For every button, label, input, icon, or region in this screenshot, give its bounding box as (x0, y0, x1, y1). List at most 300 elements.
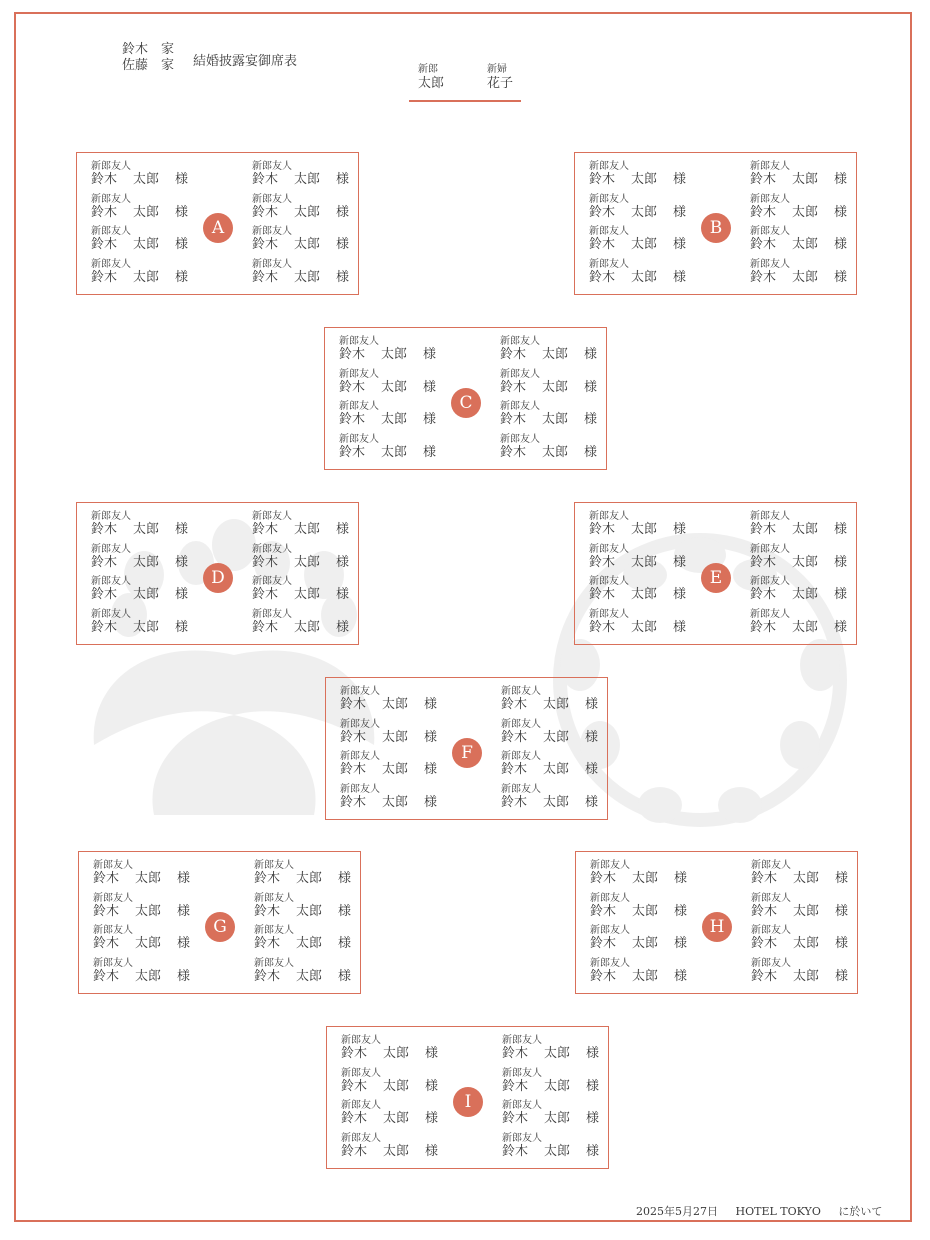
guest-name (750, 237, 860, 252)
guest-relation: 新郎友人 (589, 543, 629, 555)
table-label-badge: D (203, 563, 233, 593)
guest-given-name: 太郎 (631, 172, 658, 187)
guest-entry (751, 925, 861, 958)
bride-name: 花子 (487, 76, 514, 91)
guest-honorific: 様 (673, 237, 687, 252)
guest-given-name: 太郎 (792, 269, 819, 285)
guest-relation: 新郎友人 (750, 161, 790, 172)
guest-honorific: 様 (424, 762, 438, 777)
guest-entry (91, 511, 201, 544)
guest-name (750, 522, 860, 537)
guest-honorific: 様 (425, 1111, 439, 1126)
guest-honorific: 様 (834, 204, 848, 220)
guest-column-left (91, 161, 201, 291)
guest-column-right (252, 161, 362, 291)
guest-name (340, 795, 450, 810)
guest-name (93, 871, 203, 886)
guest-relation: 新郎友人 (500, 336, 540, 347)
guest-honorific: 様 (175, 237, 189, 252)
table-label-badge: F (452, 738, 482, 768)
guest-relation: 新郎友人 (254, 957, 294, 969)
guest-name (751, 904, 861, 919)
guest-surname: 鈴木 (254, 871, 281, 886)
guest-relation: 新郎友人 (590, 860, 630, 871)
guest-relation: 新郎友人 (590, 925, 630, 936)
guest-honorific: 様 (175, 269, 189, 285)
guest-surname: 鈴木 (501, 762, 528, 777)
guest-relation: 新郎友人 (91, 576, 131, 587)
guest-surname: 鈴木 (501, 697, 528, 712)
guest-entry (341, 1035, 451, 1068)
guest-given-name: 太郎 (296, 936, 323, 951)
guest-relation: 新郎友人 (500, 433, 540, 445)
guest-name (501, 730, 611, 745)
guest-entry (91, 544, 201, 577)
guest-entry (341, 1100, 451, 1133)
guest-name (93, 936, 203, 951)
guest-given-name: 太郎 (294, 269, 321, 285)
guest-honorific: 様 (835, 968, 849, 984)
guest-honorific: 様 (673, 587, 687, 602)
guest-entry (252, 259, 362, 292)
guest-name (590, 936, 700, 951)
guest-surname: 鈴木 (339, 379, 366, 395)
guest-column-left (340, 686, 450, 816)
guest-surname: 鈴木 (252, 587, 279, 602)
guest-surname: 鈴木 (340, 794, 367, 810)
guest-name (252, 172, 362, 187)
guest-relation: 新郎友人 (252, 193, 292, 205)
guest-relation: 新郎友人 (254, 925, 294, 936)
guest-entry (589, 576, 699, 609)
guest-name (93, 969, 203, 984)
guest-name (500, 347, 610, 362)
guest-entry (500, 369, 610, 402)
guest-honorific: 様 (835, 871, 849, 886)
guest-given-name: 太郎 (632, 936, 659, 951)
guest-honorific: 様 (673, 522, 687, 537)
guest-honorific: 様 (835, 936, 849, 951)
guest-surname: 鈴木 (502, 1143, 529, 1159)
guest-honorific: 様 (338, 968, 352, 984)
guest-relation: 新郎友人 (590, 892, 630, 904)
guest-relation: 新郎友人 (501, 686, 541, 697)
guest-relation: 新郎友人 (254, 892, 294, 904)
guest-surname: 鈴木 (93, 903, 120, 919)
guest-surname: 鈴木 (751, 936, 778, 951)
guest-given-name: 太郎 (631, 204, 658, 220)
guest-relation: 新郎友人 (751, 892, 791, 904)
guest-surname: 鈴木 (500, 444, 527, 460)
guest-name (252, 522, 362, 537)
guest-honorific: 様 (338, 936, 352, 951)
guest-surname: 鈴木 (501, 794, 528, 810)
guest-honorific: 様 (175, 172, 189, 187)
guest-entry (339, 401, 449, 434)
guest-name (750, 555, 860, 570)
guest-surname: 鈴木 (252, 554, 279, 570)
guest-given-name: 太郎 (296, 968, 323, 984)
guest-honorific: 様 (584, 444, 598, 460)
guest-honorific: 様 (177, 968, 191, 984)
guest-relation: 新郎友人 (500, 368, 540, 380)
guest-given-name: 太郎 (381, 379, 408, 395)
guest-name (500, 380, 610, 395)
guest-entry (254, 893, 364, 926)
guest-given-name: 太郎 (793, 871, 820, 886)
table-c (324, 327, 607, 470)
guest-name (590, 969, 700, 984)
guest-honorific: 様 (423, 412, 437, 427)
guest-entry (254, 925, 364, 958)
guest-relation: 新郎友人 (589, 608, 629, 620)
guest-entry (589, 194, 699, 227)
guest-name (252, 237, 362, 252)
guest-honorific: 様 (834, 269, 848, 285)
guest-entry (502, 1100, 612, 1133)
guest-relation: 新郎友人 (254, 860, 294, 871)
guest-honorific: 様 (834, 619, 848, 635)
guest-entry (93, 958, 203, 991)
guest-given-name: 太郎 (542, 444, 569, 460)
guest-honorific: 様 (674, 936, 688, 951)
guest-relation: 新郎友人 (502, 1035, 542, 1046)
guest-honorific: 様 (585, 794, 599, 810)
groom-name: 太郎 (418, 76, 445, 91)
guest-relation: 新郎友人 (589, 161, 629, 172)
guest-relation: 新郎友人 (590, 957, 630, 969)
guest-surname: 鈴木 (91, 619, 118, 635)
guest-name (339, 445, 449, 460)
guest-honorific: 様 (424, 729, 438, 745)
guest-honorific: 様 (175, 522, 189, 537)
guest-honorific: 様 (424, 697, 438, 712)
guest-entry (254, 860, 364, 893)
guest-name (91, 555, 201, 570)
guest-relation: 新郎友人 (589, 226, 629, 237)
guest-given-name: 太郎 (381, 347, 408, 362)
guest-honorific: 様 (834, 172, 848, 187)
guest-surname: 鈴木 (589, 172, 616, 187)
guest-surname: 鈴木 (341, 1143, 368, 1159)
guest-honorific: 様 (835, 903, 849, 919)
guest-honorific: 様 (584, 347, 598, 362)
guest-relation: 新郎友人 (91, 161, 131, 172)
guest-honorific: 様 (586, 1046, 600, 1061)
guest-name (91, 237, 201, 252)
guest-given-name: 太郎 (632, 871, 659, 886)
guest-entry (751, 860, 861, 893)
guest-entry (340, 784, 450, 817)
guest-surname: 鈴木 (590, 871, 617, 886)
table-label-badge: A (203, 213, 233, 243)
guest-name (502, 1079, 612, 1094)
guest-given-name: 太郎 (793, 968, 820, 984)
guest-given-name: 太郎 (133, 522, 160, 537)
guest-column-right (750, 511, 860, 641)
table-label-badge: I (453, 1087, 483, 1117)
family-name-groom-side: 鈴木 家 (122, 42, 175, 57)
guest-name (589, 555, 699, 570)
guest-name (91, 205, 201, 220)
table-a (76, 152, 359, 295)
guest-name (91, 587, 201, 602)
guest-given-name: 太郎 (382, 794, 409, 810)
guest-relation: 新郎友人 (500, 401, 540, 412)
guest-surname: 鈴木 (254, 903, 281, 919)
guest-name (501, 762, 611, 777)
guest-surname: 鈴木 (91, 237, 118, 252)
guest-honorific: 様 (336, 554, 350, 570)
guest-surname: 鈴木 (341, 1078, 368, 1094)
guest-column-right (502, 1035, 612, 1165)
guest-name (750, 172, 860, 187)
guest-surname: 鈴木 (502, 1078, 529, 1094)
guest-surname: 鈴木 (341, 1046, 368, 1061)
guest-name (254, 969, 364, 984)
guest-given-name: 太郎 (294, 237, 321, 252)
guest-name (589, 270, 699, 285)
guest-name (502, 1046, 612, 1061)
guest-given-name: 太郎 (632, 903, 659, 919)
bride-block (487, 64, 513, 91)
table-label-badge: H (702, 912, 732, 942)
guest-name (750, 205, 860, 220)
guest-name (339, 380, 449, 395)
guest-surname: 鈴木 (91, 522, 118, 537)
guest-surname: 鈴木 (590, 936, 617, 951)
guest-entry (750, 609, 860, 642)
guest-name (341, 1144, 451, 1159)
guest-entry (340, 719, 450, 752)
guest-surname: 鈴木 (340, 762, 367, 777)
guest-entry (91, 609, 201, 642)
guest-honorific: 様 (674, 968, 688, 984)
table-i (326, 1026, 609, 1169)
guest-name (502, 1144, 612, 1159)
guest-honorific: 様 (673, 269, 687, 285)
guest-relation: 新郎友人 (340, 686, 380, 697)
guest-surname: 鈴木 (93, 968, 120, 984)
guest-entry (502, 1068, 612, 1101)
guest-column-left (341, 1035, 451, 1165)
guest-entry (339, 434, 449, 467)
guest-name (589, 237, 699, 252)
guest-surname: 鈴木 (91, 554, 118, 570)
guest-surname: 鈴木 (751, 968, 778, 984)
guest-name (252, 555, 362, 570)
guest-given-name: 太郎 (544, 1078, 571, 1094)
guest-column-left (590, 860, 700, 990)
guest-surname: 鈴木 (339, 444, 366, 460)
guest-name (93, 904, 203, 919)
guest-honorific: 様 (175, 204, 189, 220)
guest-name (254, 904, 364, 919)
guest-name (91, 522, 201, 537)
guest-given-name: 太郎 (792, 204, 819, 220)
guest-honorific: 様 (177, 936, 191, 951)
guest-relation: 新郎友人 (339, 368, 379, 380)
guest-relation: 新郎友人 (252, 161, 292, 172)
guest-relation: 新郎友人 (502, 1100, 542, 1111)
guest-name (340, 697, 450, 712)
guest-entry (750, 161, 860, 194)
guest-relation: 新郎友人 (91, 226, 131, 237)
guest-surname: 鈴木 (750, 554, 777, 570)
guest-surname: 鈴木 (340, 697, 367, 712)
guest-relation: 新郎友人 (751, 860, 791, 871)
guest-relation: 新郎友人 (339, 433, 379, 445)
family-names (122, 42, 174, 74)
guest-given-name: 太郎 (381, 412, 408, 427)
guest-entry (254, 958, 364, 991)
guest-relation: 新郎友人 (341, 1035, 381, 1046)
guest-honorific: 様 (424, 794, 438, 810)
guest-surname: 鈴木 (254, 936, 281, 951)
guest-relation: 新郎友人 (340, 718, 380, 730)
guest-entry (750, 194, 860, 227)
guest-given-name: 太郎 (631, 619, 658, 635)
guest-name (91, 270, 201, 285)
guest-entry (750, 576, 860, 609)
guest-relation: 新郎友人 (91, 608, 131, 620)
guest-given-name: 太郎 (792, 554, 819, 570)
guest-surname: 鈴木 (750, 269, 777, 285)
guest-surname: 鈴木 (501, 729, 528, 745)
guest-given-name: 太郎 (792, 522, 819, 537)
guest-entry (502, 1133, 612, 1166)
guest-relation: 新郎友人 (589, 258, 629, 270)
guest-honorific: 様 (674, 903, 688, 919)
guest-given-name: 太郎 (382, 697, 409, 712)
guest-column-left (339, 336, 449, 466)
guest-given-name: 太郎 (631, 237, 658, 252)
guest-surname: 鈴木 (589, 619, 616, 635)
guest-entry (589, 511, 699, 544)
guest-relation: 新郎友人 (501, 751, 541, 762)
bride-role: 新婦 (487, 64, 507, 75)
guest-column-left (589, 511, 699, 641)
guest-given-name: 太郎 (544, 1046, 571, 1061)
guest-entry (589, 226, 699, 259)
guest-given-name: 太郎 (543, 762, 570, 777)
guest-surname: 鈴木 (751, 871, 778, 886)
guest-name (252, 620, 362, 635)
guest-given-name: 太郎 (792, 237, 819, 252)
guest-name (501, 795, 611, 810)
table-label-badge: G (205, 912, 235, 942)
guest-honorific: 様 (673, 172, 687, 187)
guest-honorific: 様 (585, 762, 599, 777)
guest-relation: 新郎友人 (750, 258, 790, 270)
guest-surname: 鈴木 (500, 347, 527, 362)
guest-given-name: 太郎 (543, 697, 570, 712)
guest-surname: 鈴木 (254, 968, 281, 984)
guest-relation: 新郎友人 (589, 193, 629, 205)
guest-relation: 新郎友人 (341, 1132, 381, 1144)
guest-name (589, 620, 699, 635)
guest-given-name: 太郎 (542, 412, 569, 427)
guest-relation: 新郎友人 (252, 608, 292, 620)
guest-relation: 新郎友人 (339, 401, 379, 412)
guest-given-name: 太郎 (543, 794, 570, 810)
guest-relation: 新郎友人 (589, 576, 629, 587)
guest-relation: 新郎友人 (93, 957, 133, 969)
guest-given-name: 太郎 (294, 172, 321, 187)
guest-surname: 鈴木 (252, 204, 279, 220)
guest-given-name: 太郎 (294, 554, 321, 570)
guest-name (500, 412, 610, 427)
guest-given-name: 太郎 (296, 871, 323, 886)
guest-given-name: 太郎 (133, 269, 160, 285)
guest-surname: 鈴木 (502, 1111, 529, 1126)
guest-name (341, 1046, 451, 1061)
guest-surname: 鈴木 (589, 587, 616, 602)
guest-name (751, 936, 861, 951)
guest-entry (750, 511, 860, 544)
guest-relation: 新郎友人 (502, 1067, 542, 1079)
guest-given-name: 太郎 (382, 762, 409, 777)
guest-given-name: 太郎 (296, 903, 323, 919)
guest-relation: 新郎友人 (252, 258, 292, 270)
guest-entry (252, 576, 362, 609)
guest-honorific: 様 (177, 903, 191, 919)
guest-given-name: 太郎 (133, 204, 160, 220)
guest-relation: 新郎友人 (91, 511, 131, 522)
guest-relation: 新郎友人 (341, 1067, 381, 1079)
guest-entry (502, 1035, 612, 1068)
guest-surname: 鈴木 (502, 1046, 529, 1061)
document-title: 結婚披露宴御席表 (193, 54, 298, 69)
event-footer (636, 1203, 882, 1219)
guest-given-name: 太郎 (631, 269, 658, 285)
guest-column-left (589, 161, 699, 291)
guest-name (750, 620, 860, 635)
guest-entry (341, 1068, 451, 1101)
guest-name (339, 412, 449, 427)
guest-surname: 鈴木 (589, 522, 616, 537)
guest-given-name: 太郎 (544, 1111, 571, 1126)
guest-entry (339, 336, 449, 369)
guest-honorific: 様 (175, 619, 189, 635)
guest-entry (750, 226, 860, 259)
guest-honorific: 様 (834, 237, 848, 252)
guest-surname: 鈴木 (750, 204, 777, 220)
guest-honorific: 様 (338, 871, 352, 886)
guest-name (91, 620, 201, 635)
guest-relation: 新郎友人 (252, 226, 292, 237)
guest-column-right (252, 511, 362, 641)
guest-given-name: 太郎 (381, 444, 408, 460)
guest-given-name: 太郎 (294, 522, 321, 537)
guest-name (750, 587, 860, 602)
guest-entry (340, 751, 450, 784)
guest-entry (751, 893, 861, 926)
guest-relation: 新郎友人 (750, 226, 790, 237)
guest-relation: 新郎友人 (93, 925, 133, 936)
guest-column-left (91, 511, 201, 641)
guest-relation: 新郎友人 (502, 1132, 542, 1144)
event-date: 2025年5月27日 (636, 1205, 718, 1218)
event-venue: HOTEL TOKYO (735, 1205, 821, 1218)
guest-given-name: 太郎 (135, 903, 162, 919)
table-d (76, 502, 359, 645)
guest-column-right (751, 860, 861, 990)
guest-honorific: 様 (586, 1078, 600, 1094)
guest-honorific: 様 (584, 412, 598, 427)
guest-given-name: 太郎 (294, 587, 321, 602)
table-b (574, 152, 857, 295)
